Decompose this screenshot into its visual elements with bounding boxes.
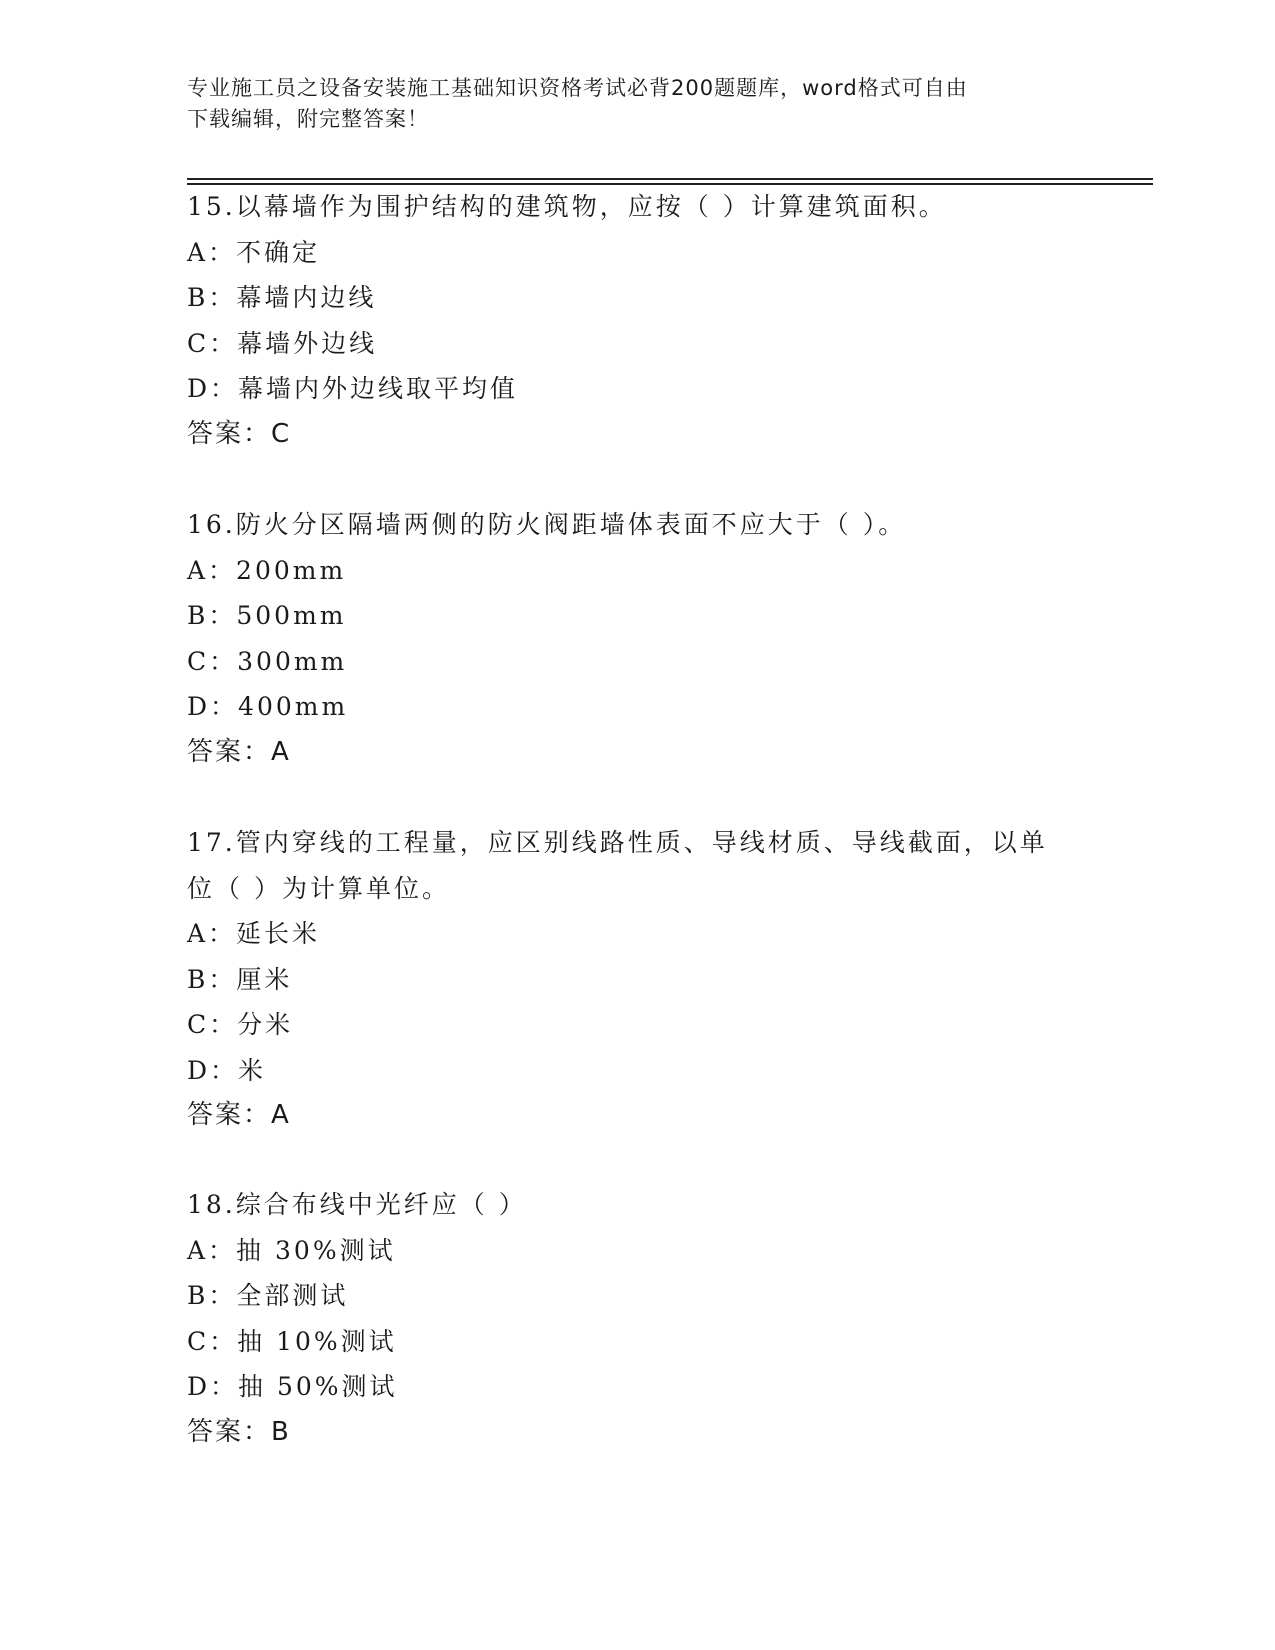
header-divider-top <box>187 178 1153 180</box>
question-16 <box>187 502 1087 775</box>
option-c: C：幕墙外边线 <box>187 328 378 358</box>
document-header <box>187 73 1087 135</box>
question-stem-line-1: 17.管内穿线的工程量，应区别线路性质、导线材质、导线截面，以单 <box>187 828 1048 857</box>
option-b: B：厘米 <box>187 964 293 994</box>
option-b: B：幕墙内边线 <box>187 283 377 312</box>
answer: 答案：A <box>187 1100 291 1130</box>
option-c: C：抽 10%测试 <box>187 1326 397 1356</box>
option-b: B：全部测试 <box>187 1281 349 1310</box>
option-c: C：300mm <box>187 646 348 676</box>
answer: 答案：B <box>187 1416 291 1447</box>
question-stem: 16.防火分区隔墙两侧的防火阀距墙体表面不应大于（ ）。 <box>187 510 907 539</box>
question-15 <box>187 184 1087 457</box>
question-17 <box>187 820 1087 1139</box>
option-b: B：500mm <box>187 601 347 630</box>
option-d: D：幕墙内外边线取平均值 <box>187 374 519 403</box>
question-18 <box>187 1182 1087 1455</box>
option-c: C：分米 <box>187 1010 294 1039</box>
option-a: A：抽 30%测试 <box>187 1235 396 1265</box>
option-d: D：抽 50%测试 <box>187 1372 398 1401</box>
header-line-1: 专业施工员之设备安装施工基础知识资格考试必背200题题库，word格式可自由 <box>187 76 968 100</box>
header-line-2: 下载编辑，附完整答案！ <box>187 107 429 131</box>
question-stem: 15.以幕墙作为围护结构的建筑物，应按（ ）计算建筑面积。 <box>187 192 947 221</box>
answer: 答案：C <box>187 418 292 449</box>
option-d: D：400mm <box>187 692 349 721</box>
question-stem-line-2: 位（ ）为计算单位。 <box>187 873 450 903</box>
question-stem: 18.综合布线中光纤应（ ） <box>187 1190 527 1219</box>
option-d: D：米 <box>187 1055 267 1085</box>
option-a: A：不确定 <box>187 237 321 267</box>
answer: 答案：A <box>187 736 291 767</box>
option-a: A：200mm <box>187 555 347 585</box>
option-a: A：延长米 <box>187 919 321 948</box>
